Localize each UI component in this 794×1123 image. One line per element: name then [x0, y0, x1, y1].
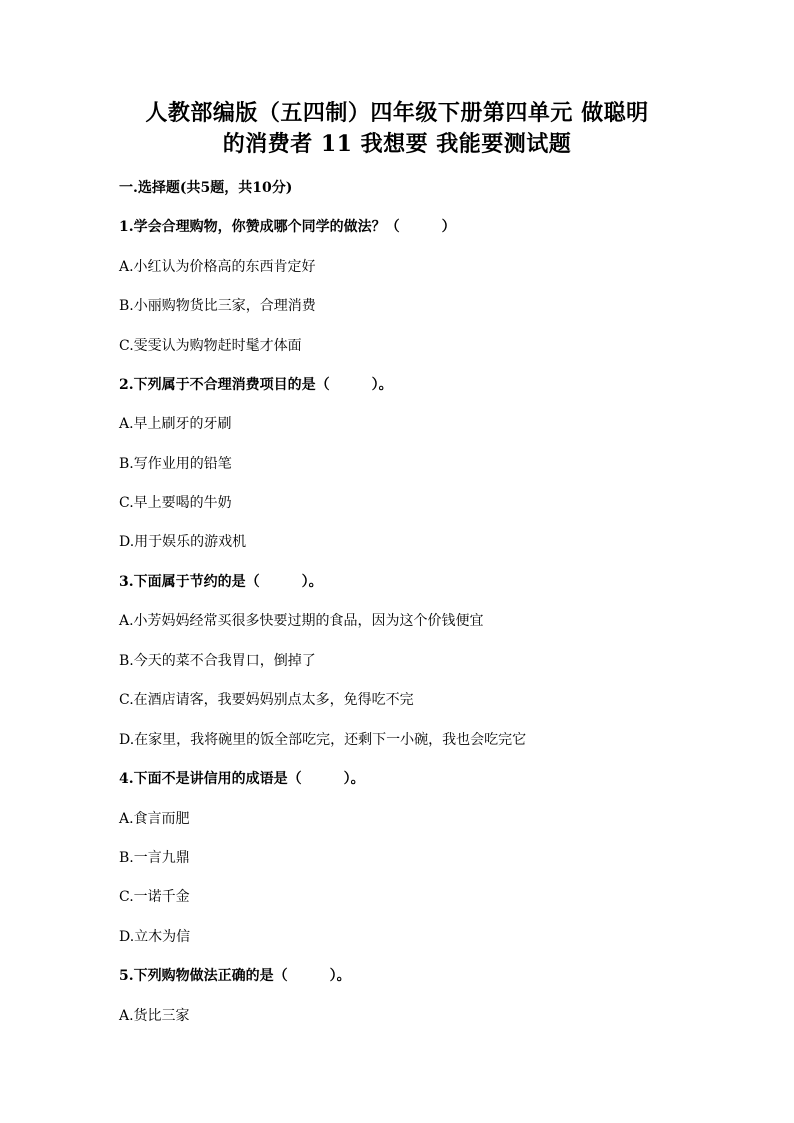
question-4-option-b: B.一言九鼎 — [119, 850, 190, 866]
section-heading: 一.选择题(共5题，共10分) — [119, 180, 293, 196]
question-3-option-d: D.在家里，我将碗里的饭全部吃完，还剩下一小碗，我也会吃完它 — [119, 732, 527, 748]
question-3-option-c: C.在酒店请客，我要妈妈别点太多，免得吃不完 — [119, 692, 414, 708]
question-3-option-b: B.今天的菜不合我胃口，倒掉了 — [119, 653, 316, 669]
question-3-option-a: A.小芳妈妈经常买很多快要过期的食品，因为这个价钱便宜 — [119, 613, 484, 629]
question-2-option-c: C.早上要喝的牛奶 — [119, 495, 232, 511]
question-4-option-d: D.立木为信 — [119, 929, 191, 945]
question-5-option-a: A.货比三家 — [119, 1008, 190, 1024]
question-2-option-d: D.用于娱乐的游戏机 — [119, 534, 247, 550]
question-4-option-c: C.一诺千金 — [119, 889, 190, 905]
question-1-option-b: B.小丽购物货比三家，合理消费 — [119, 298, 316, 314]
document-title-line-2: 的消费者 11 我想要 我能要测试题 — [222, 131, 572, 157]
question-1-stem: 1.学会合理购物，你赞成哪个同学的做法？（ ） — [119, 219, 456, 235]
question-1-option-a: A.小红认为价格高的东西肯定好 — [119, 259, 316, 275]
question-2-option-b: B.写作业用的铅笔 — [119, 456, 232, 472]
question-2-stem: 2.下列属于不合理消费项目的是（ ）。 — [119, 377, 393, 393]
question-4-option-a: A.食言而肥 — [119, 811, 190, 827]
question-3-stem: 3.下面属于节约的是（ ）。 — [119, 574, 323, 590]
question-5-stem: 5.下列购物做法正确的是（ ）。 — [119, 968, 351, 984]
question-1-option-c: C.雯雯认为购物赶时髦才体面 — [119, 338, 302, 354]
document-title-line-1: 人教部编版（五四制）四年级下册第四单元 做聪明 — [145, 100, 649, 126]
question-2-option-a: A.早上刷牙的牙刷 — [119, 416, 232, 432]
question-4-stem: 4.下面不是讲信用的成语是（ ）。 — [119, 771, 365, 787]
